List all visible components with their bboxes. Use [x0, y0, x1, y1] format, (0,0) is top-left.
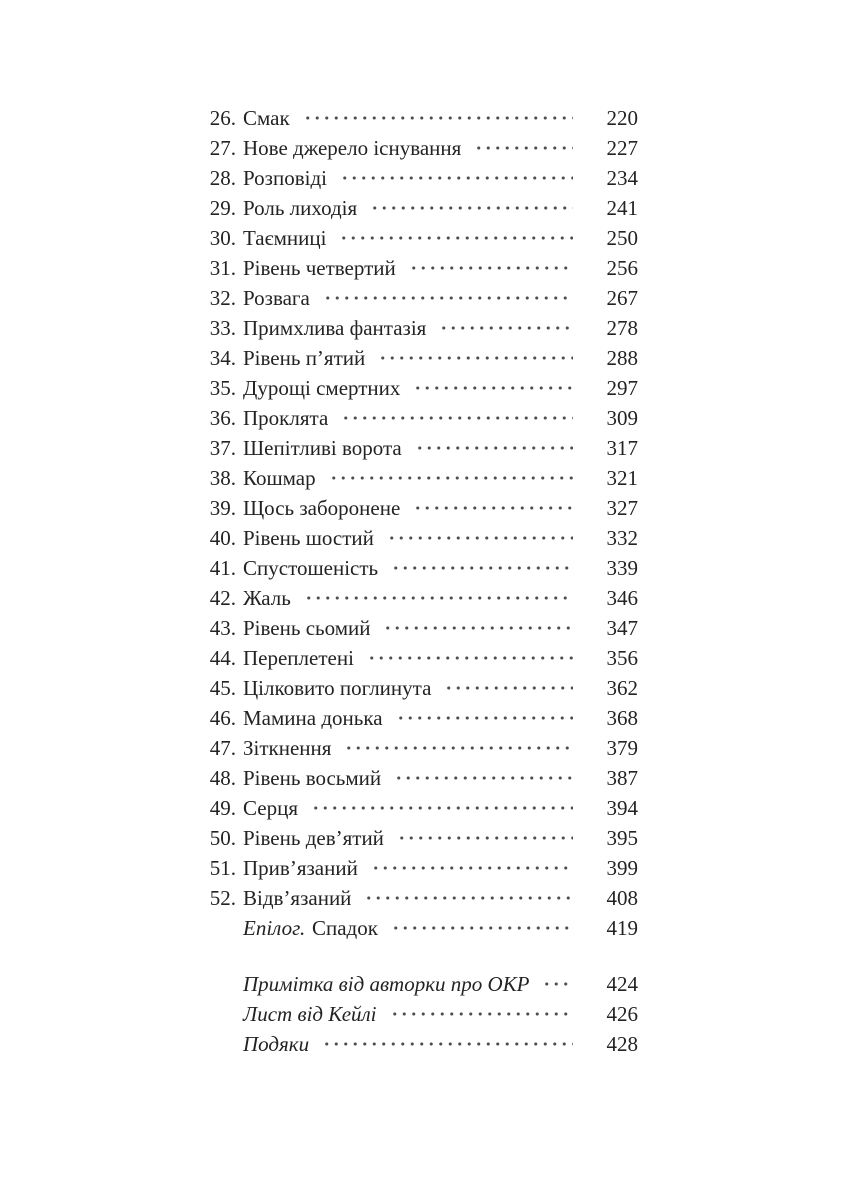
back-matter-list — [190, 969, 638, 1059]
toc-entry — [190, 193, 638, 223]
chapter-title — [243, 193, 357, 223]
chapter-list — [190, 103, 638, 943]
dot-leader — [394, 772, 573, 784]
dot-leader — [364, 892, 573, 904]
dot-leader — [542, 978, 573, 990]
chapter-title-text: Подяки — [243, 1032, 310, 1056]
toc-entry — [190, 733, 638, 763]
dot-leader — [341, 412, 573, 424]
chapter-title — [243, 253, 396, 283]
chapter-title — [243, 103, 290, 133]
chapter-title-text: Нове джерело існування — [243, 136, 462, 160]
dot-leader — [413, 382, 573, 394]
chapter-title — [243, 853, 358, 883]
chapter-number: 44. — [209, 646, 236, 670]
dot-leader — [304, 592, 573, 604]
dot-leader — [444, 682, 573, 694]
chapter-title-text: Проклята — [243, 406, 329, 430]
chapter-number: 49. — [209, 796, 236, 820]
chapter-number: 34. — [209, 346, 236, 370]
chapter-number: 48. — [209, 766, 236, 790]
chapter-title — [243, 403, 328, 433]
toc-entry — [190, 103, 638, 133]
toc-entry — [190, 433, 638, 463]
toc-entry — [190, 493, 638, 523]
toc-entry — [190, 163, 638, 193]
dot-leader — [415, 442, 573, 454]
dot-leader — [387, 532, 573, 544]
toc-entry — [190, 313, 638, 343]
chapter-title — [243, 643, 354, 673]
page-number: 267 — [606, 286, 638, 310]
chapter-title — [243, 883, 351, 913]
toc-entry — [190, 133, 638, 163]
page-number: 346 — [606, 586, 638, 610]
page-number: 220 — [606, 106, 638, 130]
chapter-title-text: Шепітливі ворота — [243, 436, 402, 460]
chapter-title — [243, 823, 384, 853]
chapter-number: 37. — [209, 436, 236, 460]
dot-leader — [344, 742, 573, 754]
toc-entry — [190, 1029, 638, 1059]
chapter-title — [243, 433, 402, 463]
page-number: 379 — [606, 736, 638, 760]
dot-leader — [391, 922, 573, 934]
chapter-title — [243, 463, 316, 493]
chapter-title — [243, 613, 370, 643]
chapter-title — [243, 313, 426, 343]
page-number: 241 — [606, 196, 638, 220]
page-number: 424 — [606, 972, 638, 996]
chapter-title-text: Рівень шостий — [243, 526, 374, 550]
toc-entry — [190, 969, 638, 999]
page-number: 394 — [606, 796, 638, 820]
dot-leader — [329, 472, 573, 484]
page-number: 227 — [606, 136, 638, 160]
chapter-title — [243, 999, 377, 1029]
chapter-title — [243, 733, 331, 763]
chapter-number: 28. — [209, 166, 236, 190]
toc-entry — [190, 343, 638, 373]
dot-leader — [390, 1008, 573, 1020]
page-number: 419 — [606, 916, 638, 940]
chapter-number: 32. — [209, 286, 236, 310]
page-number: 250 — [606, 226, 638, 250]
chapter-number: 42. — [209, 586, 236, 610]
dot-leader — [474, 142, 573, 154]
chapter-title — [243, 223, 326, 253]
toc-entry — [190, 223, 638, 253]
toc-entry — [190, 999, 638, 1029]
page-number: 339 — [606, 556, 638, 580]
chapter-number: 43. — [209, 616, 236, 640]
chapter-title-text: Рівень сьомий — [243, 616, 371, 640]
page-number: 309 — [606, 406, 638, 430]
page-number: 278 — [606, 316, 638, 340]
chapter-title-text: Дурощі смертних — [243, 376, 401, 400]
chapter-title-text: Роль лиходія — [243, 196, 358, 220]
dot-leader — [323, 292, 573, 304]
dot-leader — [439, 322, 573, 334]
toc-entry — [190, 913, 638, 943]
toc-entry — [190, 403, 638, 433]
chapter-title — [243, 583, 291, 613]
chapter-title-text: Рівень восьмий — [243, 766, 382, 790]
chapter-title — [243, 703, 383, 733]
page-number: 332 — [606, 526, 638, 550]
page-number: 362 — [606, 676, 638, 700]
toc-entry — [190, 703, 638, 733]
dot-leader — [383, 622, 573, 634]
toc-entry — [190, 553, 638, 583]
chapter-title-text: Цілковито поглинута — [243, 676, 432, 700]
dot-leader — [409, 262, 573, 274]
dot-leader — [378, 352, 573, 364]
toc-entry — [190, 283, 638, 313]
toc-entry — [190, 523, 638, 553]
chapter-title — [243, 163, 327, 193]
dot-leader — [340, 172, 573, 184]
chapter-title-text: Лист від Кейлі — [243, 1002, 377, 1026]
chapter-number: 50. — [209, 826, 236, 850]
chapter-title-text: Розповіді — [243, 166, 327, 190]
chapter-number: 52. — [209, 886, 236, 910]
toc-entry — [190, 253, 638, 283]
chapter-number: 40. — [209, 526, 236, 550]
page-number: 327 — [606, 496, 638, 520]
chapter-title — [243, 283, 310, 313]
dot-leader — [391, 562, 573, 574]
chapter-title — [243, 373, 400, 403]
chapter-number: 51. — [209, 856, 236, 880]
chapter-title-text: Мамина донька — [243, 706, 383, 730]
page-number: 368 — [606, 706, 638, 730]
chapter-title-text: Смак — [243, 106, 290, 130]
page-number: 387 — [606, 766, 638, 790]
chapter-title-text: Жаль — [243, 586, 291, 610]
page-number: 356 — [606, 646, 638, 670]
dot-leader — [396, 712, 573, 724]
dot-leader — [322, 1038, 573, 1050]
chapter-title-text: Переплетені — [243, 646, 354, 670]
chapter-number: 29. — [209, 196, 236, 220]
chapter-number: 47. — [209, 736, 236, 760]
toc-entry — [190, 793, 638, 823]
chapter-number: 26. — [209, 106, 236, 130]
chapter-title — [243, 133, 461, 163]
page-number: 297 — [606, 376, 638, 400]
chapter-title — [243, 493, 400, 523]
dot-leader — [339, 232, 573, 244]
chapter-title — [243, 673, 431, 703]
chapter-title-text: Рівень дев’ятий — [243, 826, 384, 850]
page-number: 321 — [606, 466, 638, 490]
chapter-title — [243, 969, 529, 999]
dot-leader — [371, 862, 573, 874]
chapter-number: 41. — [209, 556, 236, 580]
chapter-title-text: Примітка від авторки про ОКР — [243, 972, 530, 996]
chapter-title-text: Спустошеність — [243, 556, 379, 580]
toc-entry — [190, 463, 638, 493]
chapter-number: 46. — [209, 706, 236, 730]
toc-entry — [190, 373, 638, 403]
chapter-title-text: Примхлива фантазія — [243, 316, 427, 340]
chapter-title-text: Зіткнення — [243, 736, 332, 760]
dot-leader — [311, 802, 573, 814]
chapter-title-text: Таємниці — [243, 226, 327, 250]
page-number: 317 — [606, 436, 638, 460]
page-number: 234 — [606, 166, 638, 190]
page-number: 428 — [606, 1032, 638, 1056]
chapter-title — [243, 523, 374, 553]
toc-entry — [190, 613, 638, 643]
chapter-number: 39. — [209, 496, 236, 520]
chapter-number: 30. — [209, 226, 236, 250]
toc-entry — [190, 823, 638, 853]
chapter-number: 36. — [209, 406, 236, 430]
dot-leader — [367, 652, 573, 664]
chapter-title — [243, 793, 298, 823]
toc-entry — [190, 583, 638, 613]
page-number: 256 — [606, 256, 638, 280]
chapter-title-text: Спадок — [311, 916, 378, 940]
chapter-title-text: Кошмар — [243, 466, 316, 490]
page-number: 395 — [606, 826, 638, 850]
chapter-number: 33. — [209, 316, 236, 340]
chapter-title-text: Відв’язаний — [243, 886, 352, 910]
page-number: 399 — [606, 856, 638, 880]
chapter-title-text: Серця — [243, 796, 298, 820]
chapter-title — [243, 553, 378, 583]
page-number: 347 — [606, 616, 638, 640]
chapter-title — [243, 913, 378, 943]
page-number: 288 — [606, 346, 638, 370]
chapter-title-text: Рівень п’ятий — [243, 346, 366, 370]
chapter-title-text: Рівень четвертий — [243, 256, 396, 280]
chapter-title-text: Прив’язаний — [243, 856, 358, 880]
toc-entry — [190, 643, 638, 673]
chapter-title-prefix: Епілог. — [243, 916, 306, 940]
page-number: 408 — [606, 886, 638, 910]
toc-page — [190, 0, 638, 1059]
dot-leader — [303, 112, 573, 124]
chapter-title — [243, 1029, 309, 1059]
chapter-number: 35. — [209, 376, 236, 400]
dot-leader — [370, 202, 573, 214]
chapter-number: 38. — [209, 466, 236, 490]
chapter-title-text: Розвага — [243, 286, 310, 310]
page-number: 426 — [606, 1002, 638, 1026]
toc-entry — [190, 883, 638, 913]
chapter-number: 45. — [209, 676, 236, 700]
chapter-title — [243, 763, 381, 793]
chapter-title — [243, 343, 365, 373]
chapter-title-text: Щось заборонене — [243, 496, 401, 520]
toc-entry — [190, 853, 638, 883]
chapter-number: 31. — [209, 256, 236, 280]
toc-entry — [190, 763, 638, 793]
dot-leader — [397, 832, 573, 844]
chapter-number: 27. — [209, 136, 236, 160]
dot-leader — [413, 502, 573, 514]
toc-entry — [190, 673, 638, 703]
